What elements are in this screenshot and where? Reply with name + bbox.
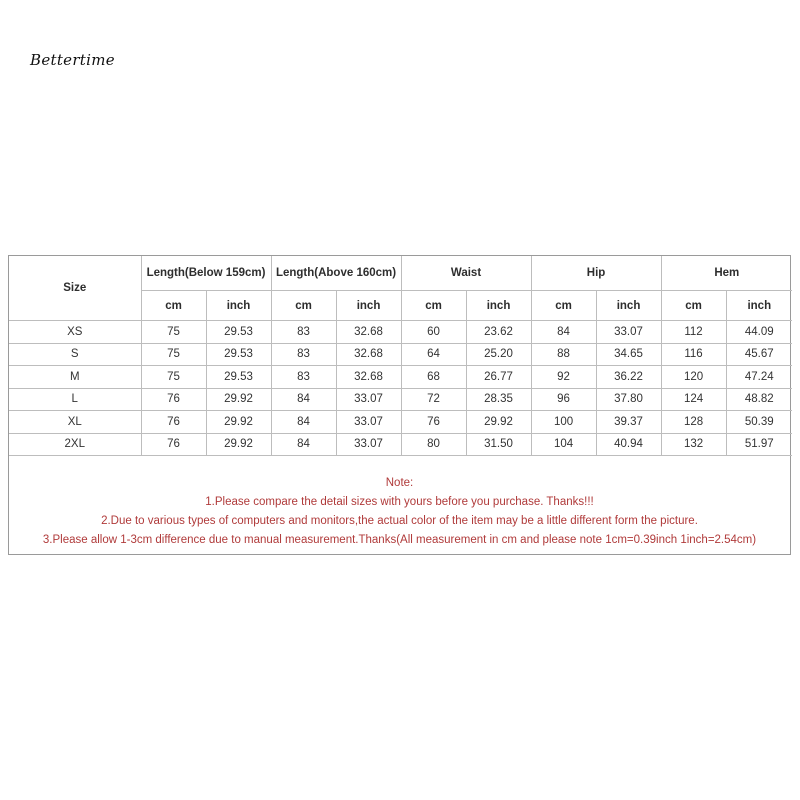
table-cell: 76: [141, 411, 206, 434]
table-row: [9, 321, 792, 344]
table-cell: 75: [141, 343, 206, 366]
unit-header-cm: cm: [661, 291, 726, 321]
table-cell: 96: [531, 388, 596, 411]
size-label-cell: S: [9, 343, 141, 366]
table-cell: 84: [271, 411, 336, 434]
table-cell: 44.09: [726, 321, 792, 344]
table-cell: 29.92: [206, 388, 271, 411]
table-cell: 25.20: [466, 343, 531, 366]
size-label-cell: XS: [9, 321, 141, 344]
table-cell: 39.37: [596, 411, 661, 434]
table-cell: 45.67: [726, 343, 792, 366]
brand-logo-text: Bettertime: [30, 51, 115, 69]
table-cell: 29.53: [206, 343, 271, 366]
table-cell: 76: [401, 411, 466, 434]
table-cell: 76: [141, 433, 206, 456]
table-cell: 76: [141, 388, 206, 411]
table-cell: 29.92: [206, 433, 271, 456]
size-label-cell: M: [9, 366, 141, 389]
note-line: 3.Please allow 1-3cm difference due to manual measurement.Thanks(All measurement in cm and please note 1cm=0.39inch 1inch=2.54cm): [42, 534, 757, 546]
size-column-header: Size: [9, 256, 141, 321]
table-cell: 32.68: [336, 343, 401, 366]
table-cell: 33.07: [336, 388, 401, 411]
group-header-length-above: Length(Above 160cm): [271, 256, 401, 291]
table-cell: 84: [271, 433, 336, 456]
table-cell: 60: [401, 321, 466, 344]
table-cell: 128: [661, 411, 726, 434]
table-cell: 33.07: [336, 433, 401, 456]
group-header-length-below: Length(Below 159cm): [141, 256, 271, 291]
table-cell: 88: [531, 343, 596, 366]
table-cell: 48.82: [726, 388, 792, 411]
table-cell: 124: [661, 388, 726, 411]
size-label-cell: 2XL: [9, 433, 141, 456]
table-cell: 100: [531, 411, 596, 434]
table-cell: 104: [531, 433, 596, 456]
unit-header-inch: inch: [466, 291, 531, 321]
table-cell: 83: [271, 343, 336, 366]
note-line: 1.Please compare the detail sizes with yours before you purchase. Thanks!!!: [205, 496, 594, 508]
table-cell: 29.53: [206, 366, 271, 389]
unit-header-inch: inch: [336, 291, 401, 321]
table-cell: 75: [141, 366, 206, 389]
table-cell: 132: [661, 433, 726, 456]
table-cell: 29.53: [206, 321, 271, 344]
table-cell: 84: [271, 388, 336, 411]
table-cell: 32.68: [336, 366, 401, 389]
table-cell: 120: [661, 366, 726, 389]
table-row: [9, 343, 792, 366]
table-cell: 28.35: [466, 388, 531, 411]
table-cell: 33.07: [596, 321, 661, 344]
unit-header-cm: cm: [401, 291, 466, 321]
table-cell: 23.62: [466, 321, 531, 344]
table-cell: 84: [531, 321, 596, 344]
group-header-hip: Hip: [531, 256, 661, 291]
unit-header-inch: inch: [726, 291, 792, 321]
table-row: [9, 433, 792, 456]
table-cell: 80: [401, 433, 466, 456]
table-cell: 31.50: [466, 433, 531, 456]
note-line: 2.Due to various types of computers and monitors,the actual color of the item may be a little different form the picture.: [101, 515, 698, 527]
group-header-row: [9, 256, 792, 291]
table-cell: 47.24: [726, 366, 792, 389]
size-label-cell: L: [9, 388, 141, 411]
table-cell: 32.68: [336, 321, 401, 344]
table-cell: 68: [401, 366, 466, 389]
unit-header-cm: cm: [271, 291, 336, 321]
table-cell: 112: [661, 321, 726, 344]
table-row: [9, 366, 792, 389]
table-cell: 116: [661, 343, 726, 366]
table-cell: 26.77: [466, 366, 531, 389]
table-cell: 37.80: [596, 388, 661, 411]
note-title: Note:: [385, 477, 414, 489]
notes-section: [9, 456, 790, 554]
table-cell: 83: [271, 321, 336, 344]
table-cell: 33.07: [336, 411, 401, 434]
table-cell: 29.92: [466, 411, 531, 434]
table-cell: 34.65: [596, 343, 661, 366]
table-row: [9, 411, 792, 434]
table-cell: 83: [271, 366, 336, 389]
table-cell: 64: [401, 343, 466, 366]
table-cell: 75: [141, 321, 206, 344]
unit-header-cm: cm: [531, 291, 596, 321]
unit-header-inch: inch: [596, 291, 661, 321]
unit-header-cm: cm: [141, 291, 206, 321]
unit-header-inch: inch: [206, 291, 271, 321]
table-cell: 92: [531, 366, 596, 389]
table-cell: 51.97: [726, 433, 792, 456]
table-cell: 50.39: [726, 411, 792, 434]
group-header-waist: Waist: [401, 256, 531, 291]
table-cell: 72: [401, 388, 466, 411]
table-cell: 36.22: [596, 366, 661, 389]
table-row: [9, 388, 792, 411]
size-table: [9, 256, 792, 456]
table-cell: 29.92: [206, 411, 271, 434]
size-label-cell: XL: [9, 411, 141, 434]
table-cell: 40.94: [596, 433, 661, 456]
size-chart: [8, 255, 791, 555]
group-header-hem: Hem: [661, 256, 792, 291]
